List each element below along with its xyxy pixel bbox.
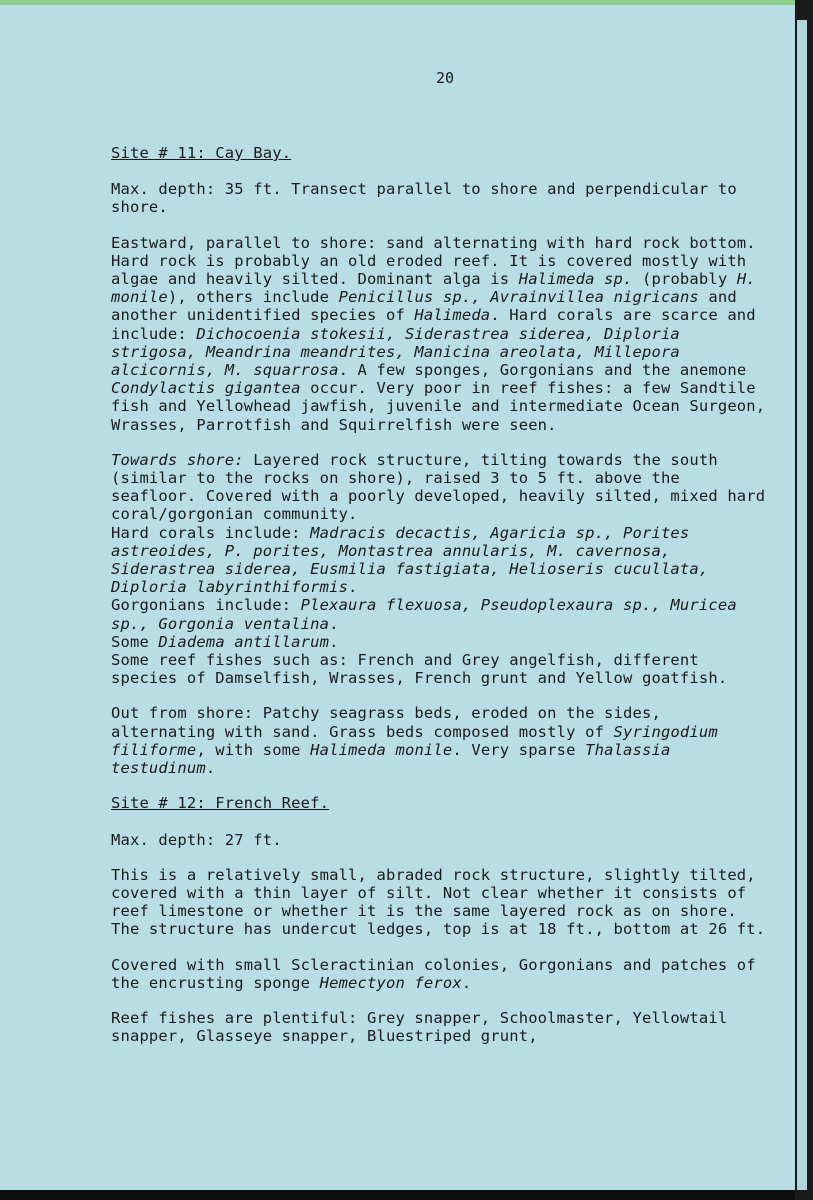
text-run: (probably — [632, 270, 737, 289]
text-run: . — [329, 632, 339, 651]
species-name: Syringodium filiforme — [111, 722, 718, 759]
species-name: Halimeda — [414, 306, 491, 325]
towards-shore-intro — [111, 451, 771, 524]
species-name: Towards shore: — [111, 450, 244, 469]
text-run: , with some — [196, 740, 311, 759]
text-run: Layered rock structure, tilting towards the south (similar to the rocks on shore), raised 3 to 5 ft. above the seafloor. Covered with a poorly developed, heavily silted, mixed hard coral/gorgonian community. — [111, 450, 766, 524]
page-number: 20 — [435, 69, 455, 87]
text-run: . — [461, 973, 472, 992]
text-run: Eastward, parallel to shore: sand alternating with hard rock bottom. Hard rock is probably an old eroded reef. It is covered mostly with algae and heavily silted. Dominant alga is — [111, 233, 756, 289]
species-name: Penicillus sp., Avrainvillea nigricans — [338, 288, 699, 307]
text-run: . — [348, 578, 358, 597]
species-name: H. monile — [111, 270, 756, 307]
species-name: Halimeda monile — [310, 740, 453, 759]
text-run: and another unidentified species of — [111, 288, 737, 325]
site-11-eastward — [111, 234, 771, 434]
species-name: Hemectyon ferox — [319, 973, 462, 992]
site-11-towards-shore — [111, 451, 771, 688]
text-run: Out from shore: Patchy seagrass beds, eroded on the sides, alternating with sand. Grass beds composed mostly of — [111, 704, 661, 741]
text-run: ), others include — [167, 288, 339, 307]
text-run: . Hard corals are scarce and include: — [111, 306, 756, 343]
site-12-covered — [111, 956, 771, 992]
site-12-depth: Max. depth: 27 ft. — [111, 830, 282, 849]
text-run: . Very sparse — [452, 740, 586, 759]
text-run: Covered with small Scleractinian colonies, Gorgonians and patches of the encrusting sponge — [111, 955, 756, 992]
hard-corals-list — [111, 524, 771, 597]
text-run: . — [329, 614, 339, 633]
site-12-description: This is a relatively small, abraded rock structure, slightly tilted, covered with a thin layer of silt. Not clear whether it consists of reef limestone or whether it is the same layered rock as on shore. The structure has undercut ledges, top is at 18 ft., bottom at 26 ft. — [111, 865, 766, 939]
text-run: . — [205, 759, 216, 778]
site-12-reef-fishes: Reef fishes are plentiful: Grey snapper, Schoolmaster, Yellowtail snapper, Glasseye snapper, Bluestriped grunt, — [111, 1008, 728, 1046]
page-body — [111, 144, 771, 1062]
species-name: Halimeda sp. — [518, 270, 633, 289]
species-name: Dichocoenia stokesii, Siderastrea siderea, Diploria strigosa, Meandrina meandrites, Manicina areolata, Millepora alcicornis, M. squarrosa — [111, 324, 680, 380]
text-run: . A few sponges, Gorgonians and the anemone — [338, 361, 747, 380]
site-11-reef-fishes: Some reef fishes such as: French and Grey angelfish, different species of Damselfish, Wrasses, French grunt and Yellow goatfish. — [111, 651, 728, 688]
text-run: Some — [111, 632, 159, 651]
gorgonians-list — [111, 596, 771, 632]
site-11-heading: Site # 11: Cay Bay. — [111, 144, 292, 162]
site-11-out-from-shore — [111, 704, 771, 777]
site-12-heading: Site # 12: French Reef. — [111, 794, 330, 813]
next-page-edge — [797, 20, 807, 1190]
species-name: Plexaura flexuosa, Pseudoplexaura sp., Muricea sp., Gorgonia ventalina — [111, 596, 737, 633]
species-name: Madracis decactis, Agaricia sp., Porites astreoides, P. porites, Montastrea annularis, M. cavernosa, Siderastrea siderea, Eusmilia fastigiata, Helioseris cucullata, Diploria labyrinthiformis — [111, 523, 709, 597]
text-run: Hard corals include: — [111, 523, 311, 542]
text-run: occur. Very poor in reef fishes: a few Sandtile fish and Yellowhead jawfish, juvenile and intermediate Ocean Surgeon, Wrasses, Parrotfish and Squirrelfish were seen. — [111, 379, 766, 434]
diadema-note — [111, 633, 771, 651]
species-name: Condylactis gigantea — [111, 379, 301, 398]
text-run: Gorgonians include: — [111, 596, 301, 615]
species-name: Diadema antillarum — [158, 632, 330, 651]
site-11-depth: Max. depth: 35 ft. Transect parallel to shore and perpendicular to shore. — [111, 180, 737, 217]
species-name: Thalassia testudinum — [111, 740, 671, 778]
